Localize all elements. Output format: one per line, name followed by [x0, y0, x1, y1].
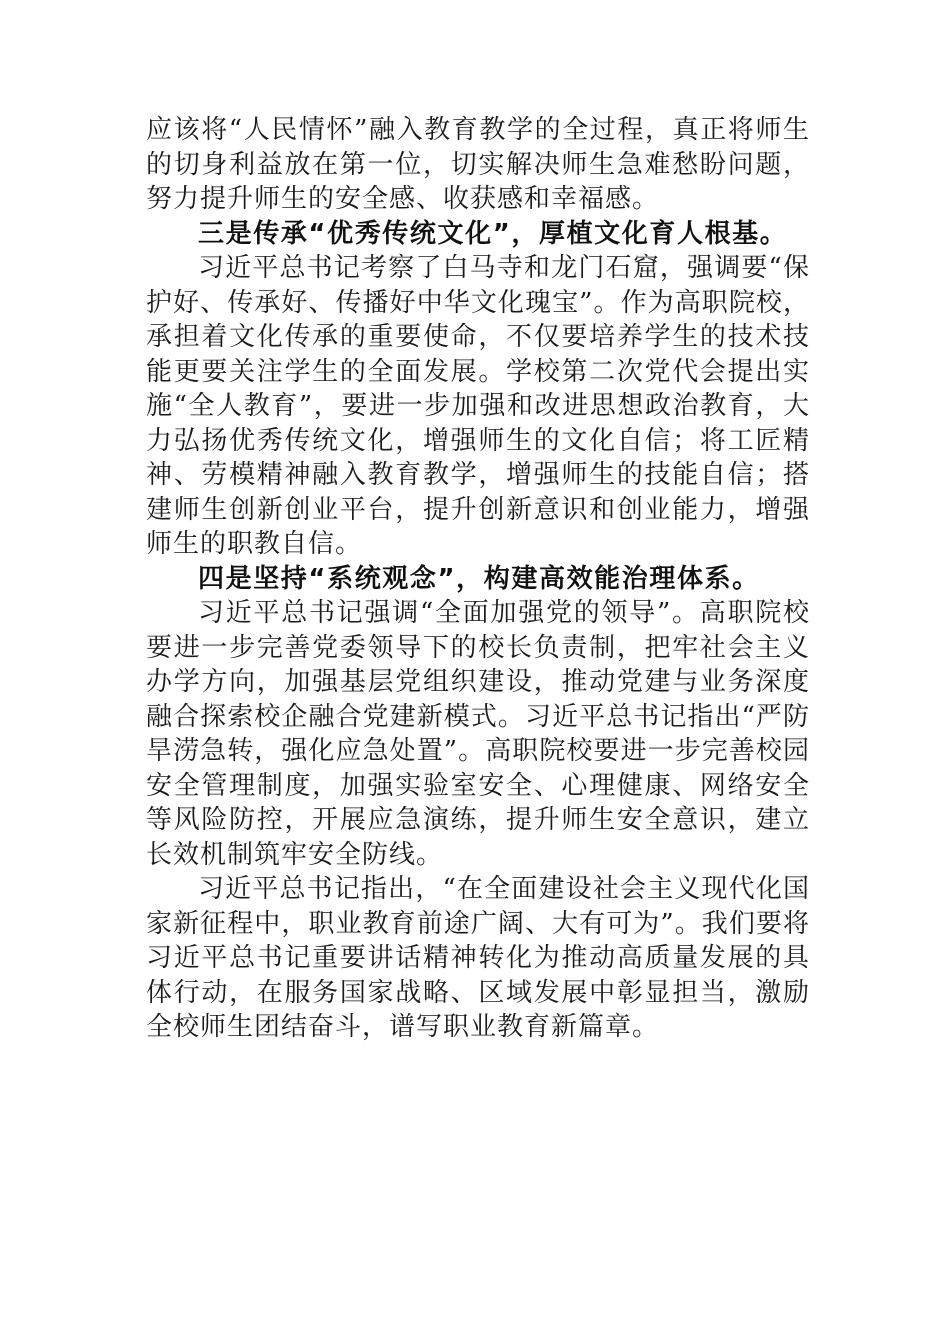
paragraph-conclusion: 习近平总书记指出，“在全面建设社会主义现代化国家新征程中，职业教育前途广阔、大有可为”。我们要将习近平总书记重要讲话精神转化为推动高质量发展的具体行动，在服务国家战略、区域发展中彰显担当，激励全校师生团结奋斗，谱写职业教育新篇章。	[146, 874, 810, 1042]
paragraph-traditional-culture: 习近平总书记考察了白马寺和龙门石窟，强调要“保护好、传承好、传播好中华文化瑰宝”。作为高职院校，承担着文化传承的重要使命，不仅要培养学生的技术技能更要关注学生的全面发展。学校第二次党代会提出实施“全人教育”，要进一步加强和改进思想政治教育，大力弘扬优秀传统文化，增强师生的文化自信；将工匠精神、劳模精神融入教育教学，增强师生的技能自信；搭建师生创新创业平台，提升创新意识和创业能力，增强师生的职教自信。	[146, 253, 810, 559]
document-body	[146, 113, 810, 1045]
paragraph-system-governance: 习近平总书记强调“全面加强党的领导”。高职院校要进一步完善党委领导下的校长负责制，把牢社会主义办学方向，加强基层党组织建设，推动党建与业务深度融合探索校企融合党建新模式。习近平总书记指出“严防旱涝急转，强化应急处置”。高职院校要进一步完善校园安全管理制度，加强实验室安全、心理健康、网络安全等风险防控，开展应急演练，提升师生安全意识，建立长效机制筑牢安全防线。	[146, 598, 810, 870]
paragraph-people-sentiment-continued: 应该将“人民情怀”融入教育教学的全过程，真正将师生的切身利益放在第一位，切实解决师生急难愁盼问题，努力提升师生的安全感、收获感和幸福感。	[146, 115, 810, 214]
section-heading-system-concept: 四是坚持“系统观念”，构建高效能治理体系。	[198, 563, 760, 594]
section-heading-traditional-culture: 三是传承“优秀传统文化”，厚植文化育人根基。	[198, 218, 788, 249]
